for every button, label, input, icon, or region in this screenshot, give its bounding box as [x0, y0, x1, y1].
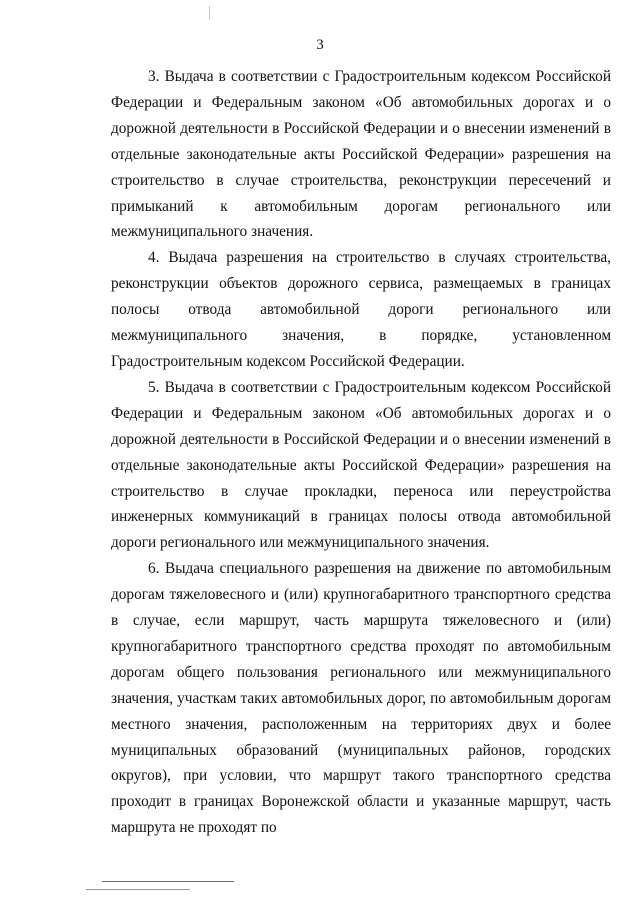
scan-artifact-mark	[209, 6, 210, 20]
paragraph-item-4: 4. Выдача разрешения на строительство в случаях строительства, реконструкции объектов дорожного сервиса, размещаемых в границах полосы отвода автомобильной дороги регионального или межмуниципального значения, в порядке, установленном Градостроительным кодексом Российской Федерации.	[111, 249, 611, 370]
paragraph-item-5: 5. Выдача в соответствии с Градостроительным кодексом Российской Федерации и Федеральным законом «Об автомобильных дорогах и о дорожной деятельности в Российской Федерации и о внесении изменений в отдельные законодательные акты Российской Федерации» разрешения на строительство в случае прокладки, переноса или переустройства инженерных коммуникаций в границах полосы отвода автомобильной дороги регионального или межмуниципального значения.	[111, 378, 611, 552]
footer-rule-secondary	[86, 889, 190, 890]
page-number: 3	[316, 37, 324, 53]
footer-rule	[102, 881, 234, 882]
paragraph-item-6: 6. Выдача специального разрешения на движение по автомобильным дорогам тяжеловесного и (или) крупногабаритного транспортного средства в случае, если маршрут, часть маршрута тяжеловесного и (или) крупногабаритного транспортного средства проходят по автомобильным дорогам общего пользования регионального или межмуниципального значения, участкам таких автомобильных дорог, по автомобильным дорогам местного значения, расположенным на территориях двух и более муниципальных образований (муниципальных районов, городских округов), при условии, что маршрут такого транспортного средства проходит в границах Воронежской области и указанные маршрут, часть маршрута не проходят по	[111, 560, 611, 837]
document-body	[111, 64, 611, 841]
paragraph-item-3: 3. Выдача в соответствии с Градостроительным кодексом Российской Федерации и Федеральным законом «Об автомобильных дорогах и о дорожной деятельности в Российской Федерации и о внесении изменений в отдельные законодательные акты Российской Федерации» разрешения на строительство в случае строительства, реконструкции пересечений и примыканий к автомобильным дорогам регионального или межмуниципального значения.	[111, 68, 611, 241]
